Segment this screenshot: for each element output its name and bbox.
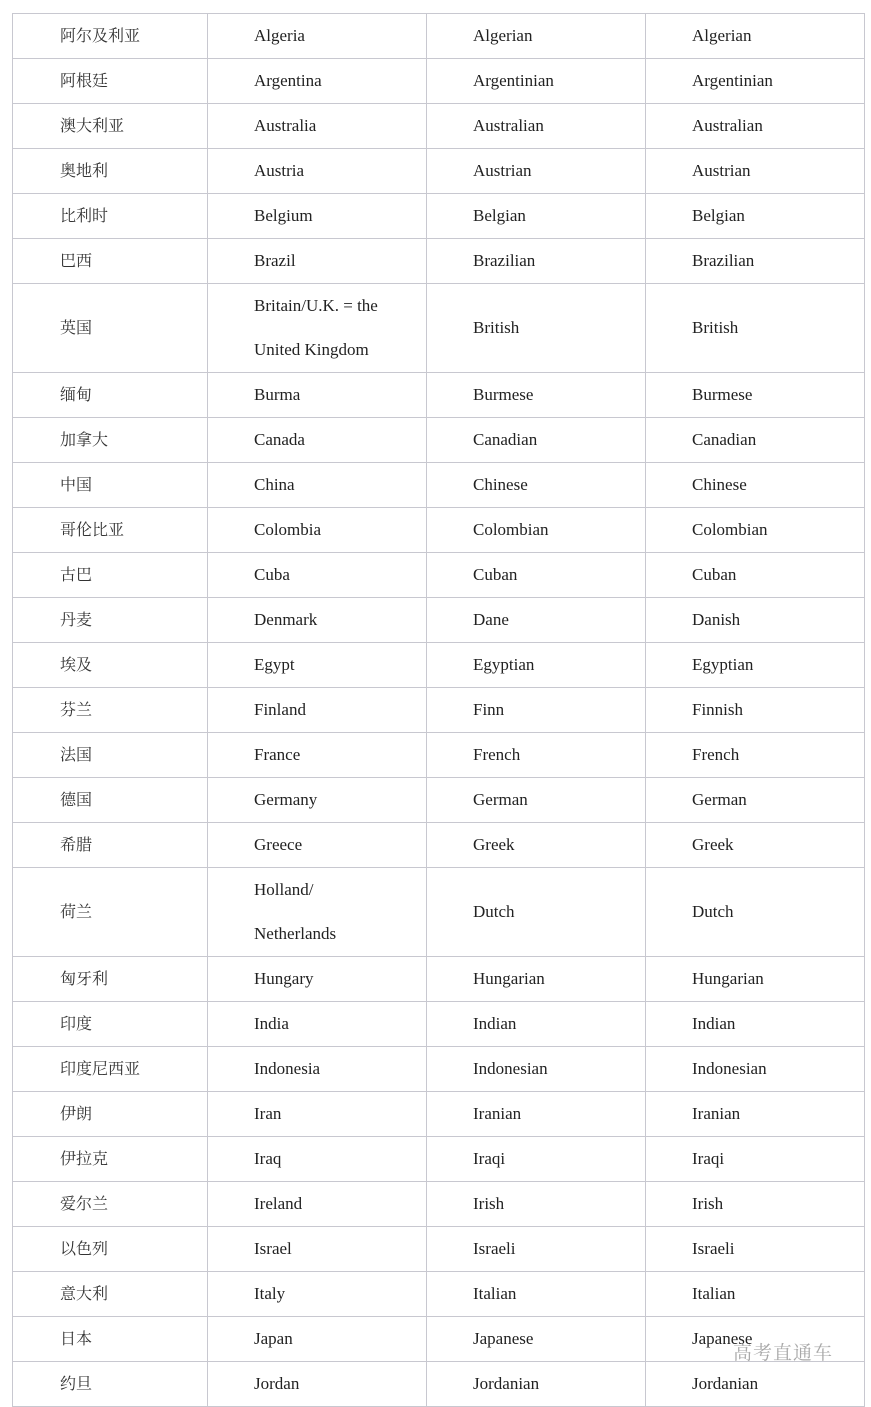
country-name-line: Iraq (254, 1149, 282, 1168)
person-term-cell: British (427, 284, 646, 373)
adjective-cell: Australian (646, 104, 865, 149)
country-name-cell (208, 778, 427, 823)
country-name-line: Colombia (254, 520, 322, 539)
nationality-table (12, 13, 865, 1407)
nationality-table-container (12, 13, 864, 1407)
chinese-name-cell: 德国 (13, 778, 208, 823)
country-name-cell (208, 733, 427, 778)
table-row (13, 463, 865, 508)
adjective-cell: Burmese (646, 373, 865, 418)
country-name-line: Burma (254, 385, 301, 404)
table-row (13, 239, 865, 284)
country-name-line: Cuba (254, 565, 290, 584)
country-name-line: Finland (254, 700, 306, 719)
country-name-cell (208, 1317, 427, 1362)
adjective-cell: Greek (646, 823, 865, 868)
chinese-name-cell: 加拿大 (13, 418, 208, 463)
adjective-cell: Indonesian (646, 1047, 865, 1092)
adjective-cell: Colombian (646, 508, 865, 553)
person-term-cell: Dane (427, 598, 646, 643)
chinese-name-cell: 以色列 (13, 1227, 208, 1272)
country-name-cell (208, 373, 427, 418)
adjective-cell: Israeli (646, 1227, 865, 1272)
country-name-cell (208, 149, 427, 194)
table-row (13, 508, 865, 553)
chinese-name-cell: 意大利 (13, 1272, 208, 1317)
table-row (13, 284, 865, 373)
table-body (13, 14, 865, 1407)
adjective-cell: French (646, 733, 865, 778)
chinese-name-cell: 古巴 (13, 553, 208, 598)
country-name-line: Japan (254, 1329, 293, 1348)
person-term-cell: Hungarian (427, 957, 646, 1002)
chinese-name-cell: 澳大利亚 (13, 104, 208, 149)
person-term-cell: Iraqi (427, 1137, 646, 1182)
table-row (13, 1137, 865, 1182)
chinese-name-cell: 比利时 (13, 194, 208, 239)
adjective-cell: Chinese (646, 463, 865, 508)
chinese-name-cell: 约旦 (13, 1362, 208, 1407)
country-name-cell (208, 1272, 427, 1317)
person-term-cell: Dutch (427, 868, 646, 957)
chinese-name-cell: 英国 (13, 284, 208, 373)
chinese-name-cell: 法国 (13, 733, 208, 778)
person-term-cell: Italian (427, 1272, 646, 1317)
person-term-cell: French (427, 733, 646, 778)
person-term-cell: Israeli (427, 1227, 646, 1272)
person-term-cell: Jordanian (427, 1362, 646, 1407)
country-name-line: Brazil (254, 251, 296, 270)
country-name-line: Argentina (254, 71, 322, 90)
country-name-cell (208, 1227, 427, 1272)
adjective-cell: Indian (646, 1002, 865, 1047)
country-name-cell (208, 1002, 427, 1047)
country-name-cell (208, 418, 427, 463)
person-term-cell: Cuban (427, 553, 646, 598)
person-term-cell: Austrian (427, 149, 646, 194)
country-name-cell (208, 284, 427, 373)
person-term-cell: Algerian (427, 14, 646, 59)
chinese-name-cell: 中国 (13, 463, 208, 508)
person-term-cell: Indonesian (427, 1047, 646, 1092)
person-term-cell: Argentinian (427, 59, 646, 104)
country-name-line: Canada (254, 430, 305, 449)
person-term-cell: Burmese (427, 373, 646, 418)
country-name-line: Austria (254, 161, 305, 180)
chinese-name-cell: 埃及 (13, 643, 208, 688)
adjective-cell: Belgian (646, 194, 865, 239)
country-name-line: Algeria (254, 26, 305, 45)
chinese-name-cell: 匈牙利 (13, 957, 208, 1002)
table-row (13, 1272, 865, 1317)
adjective-cell: Japanese (646, 1317, 865, 1362)
country-name-line: Denmark (254, 610, 318, 629)
table-row (13, 598, 865, 643)
adjective-cell: Irish (646, 1182, 865, 1227)
adjective-cell: Iraqi (646, 1137, 865, 1182)
country-name-cell (208, 1182, 427, 1227)
country-name-cell (208, 868, 427, 957)
country-name-cell (208, 553, 427, 598)
adjective-cell: Cuban (646, 553, 865, 598)
table-row (13, 1002, 865, 1047)
table-row (13, 1362, 865, 1407)
table-row (13, 1182, 865, 1227)
chinese-name-cell: 阿尔及利亚 (13, 14, 208, 59)
country-name-cell (208, 239, 427, 284)
country-name-line: Jordan (254, 1374, 300, 1393)
table-row (13, 733, 865, 778)
country-name-cell (208, 194, 427, 239)
country-name-line: China (254, 475, 295, 494)
country-name-cell (208, 1047, 427, 1092)
country-name-line: India (254, 1014, 289, 1033)
country-name-line: Britain/U.K. = the (254, 296, 378, 315)
chinese-name-cell: 伊朗 (13, 1092, 208, 1137)
table-row (13, 373, 865, 418)
adjective-cell: German (646, 778, 865, 823)
table-row (13, 59, 865, 104)
country-name-line: Belgium (254, 206, 313, 225)
adjective-cell: Dutch (646, 868, 865, 957)
person-term-cell: Greek (427, 823, 646, 868)
chinese-name-cell: 伊拉克 (13, 1137, 208, 1182)
country-name-cell (208, 463, 427, 508)
country-name-cell (208, 59, 427, 104)
table-row (13, 1047, 865, 1092)
table-row (13, 1227, 865, 1272)
adjective-cell: Hungarian (646, 957, 865, 1002)
chinese-name-cell: 巴西 (13, 239, 208, 284)
country-name-line: Indonesia (254, 1059, 321, 1078)
adjective-cell: Finnish (646, 688, 865, 733)
country-name-cell (208, 1137, 427, 1182)
chinese-name-cell: 荷兰 (13, 868, 208, 957)
person-term-cell: Egyptian (427, 643, 646, 688)
table-row (13, 14, 865, 59)
country-name-cell (208, 508, 427, 553)
country-name-line: France (254, 745, 301, 764)
country-name-cell (208, 104, 427, 149)
country-name-line: Hungary (254, 969, 314, 988)
adjective-cell: Austrian (646, 149, 865, 194)
country-name-cell (208, 598, 427, 643)
chinese-name-cell: 爱尔兰 (13, 1182, 208, 1227)
country-name-line: Netherlands (254, 924, 337, 943)
country-name-cell (208, 1362, 427, 1407)
person-term-cell: Iranian (427, 1092, 646, 1137)
person-term-cell: Belgian (427, 194, 646, 239)
country-name-line: Australia (254, 116, 317, 135)
person-term-cell: Finn (427, 688, 646, 733)
country-name-cell (208, 823, 427, 868)
country-name-cell (208, 1092, 427, 1137)
country-name-cell (208, 688, 427, 733)
table-row (13, 778, 865, 823)
chinese-name-cell: 奥地利 (13, 149, 208, 194)
table-row (13, 553, 865, 598)
country-name-line: Iran (254, 1104, 282, 1123)
country-name-line: Israel (254, 1239, 292, 1258)
table-row (13, 688, 865, 733)
table-row (13, 1092, 865, 1137)
country-name-line: United Kingdom (254, 340, 369, 359)
chinese-name-cell: 印度 (13, 1002, 208, 1047)
person-term-cell: Australian (427, 104, 646, 149)
table-row (13, 418, 865, 463)
person-term-cell: Canadian (427, 418, 646, 463)
country-name-cell (208, 957, 427, 1002)
table-row (13, 149, 865, 194)
country-name-line: Italy (254, 1284, 286, 1303)
table-row (13, 194, 865, 239)
chinese-name-cell: 印度尼西亚 (13, 1047, 208, 1092)
adjective-cell: Jordanian (646, 1362, 865, 1407)
country-name-cell (208, 14, 427, 59)
chinese-name-cell: 哥伦比亚 (13, 508, 208, 553)
adjective-cell: Italian (646, 1272, 865, 1317)
chinese-name-cell: 阿根廷 (13, 59, 208, 104)
adjective-cell: Brazilian (646, 239, 865, 284)
table-row (13, 643, 865, 688)
country-name-line: Ireland (254, 1194, 303, 1213)
adjective-cell: Argentinian (646, 59, 865, 104)
adjective-cell: Egyptian (646, 643, 865, 688)
person-term-cell: Colombian (427, 508, 646, 553)
adjective-cell: Danish (646, 598, 865, 643)
adjective-cell: Iranian (646, 1092, 865, 1137)
adjective-cell: Canadian (646, 418, 865, 463)
country-name-line: Greece (254, 835, 303, 854)
table-row (13, 868, 865, 957)
country-name-line: Holland/ (254, 880, 314, 899)
person-term-cell: German (427, 778, 646, 823)
person-term-cell: Indian (427, 1002, 646, 1047)
chinese-name-cell: 缅甸 (13, 373, 208, 418)
chinese-name-cell: 日本 (13, 1317, 208, 1362)
adjective-cell: Algerian (646, 14, 865, 59)
table-row (13, 823, 865, 868)
person-term-cell: Irish (427, 1182, 646, 1227)
country-name-line: Germany (254, 790, 318, 809)
person-term-cell: Brazilian (427, 239, 646, 284)
person-term-cell: Chinese (427, 463, 646, 508)
person-term-cell: Japanese (427, 1317, 646, 1362)
watermark-text: 高考直通车 (733, 1342, 834, 1364)
chinese-name-cell: 芬兰 (13, 688, 208, 733)
country-name-cell (208, 643, 427, 688)
table-row (13, 104, 865, 149)
chinese-name-cell: 丹麦 (13, 598, 208, 643)
table-row (13, 957, 865, 1002)
chinese-name-cell: 希腊 (13, 823, 208, 868)
country-name-line: Egypt (254, 655, 295, 674)
adjective-cell: British (646, 284, 865, 373)
